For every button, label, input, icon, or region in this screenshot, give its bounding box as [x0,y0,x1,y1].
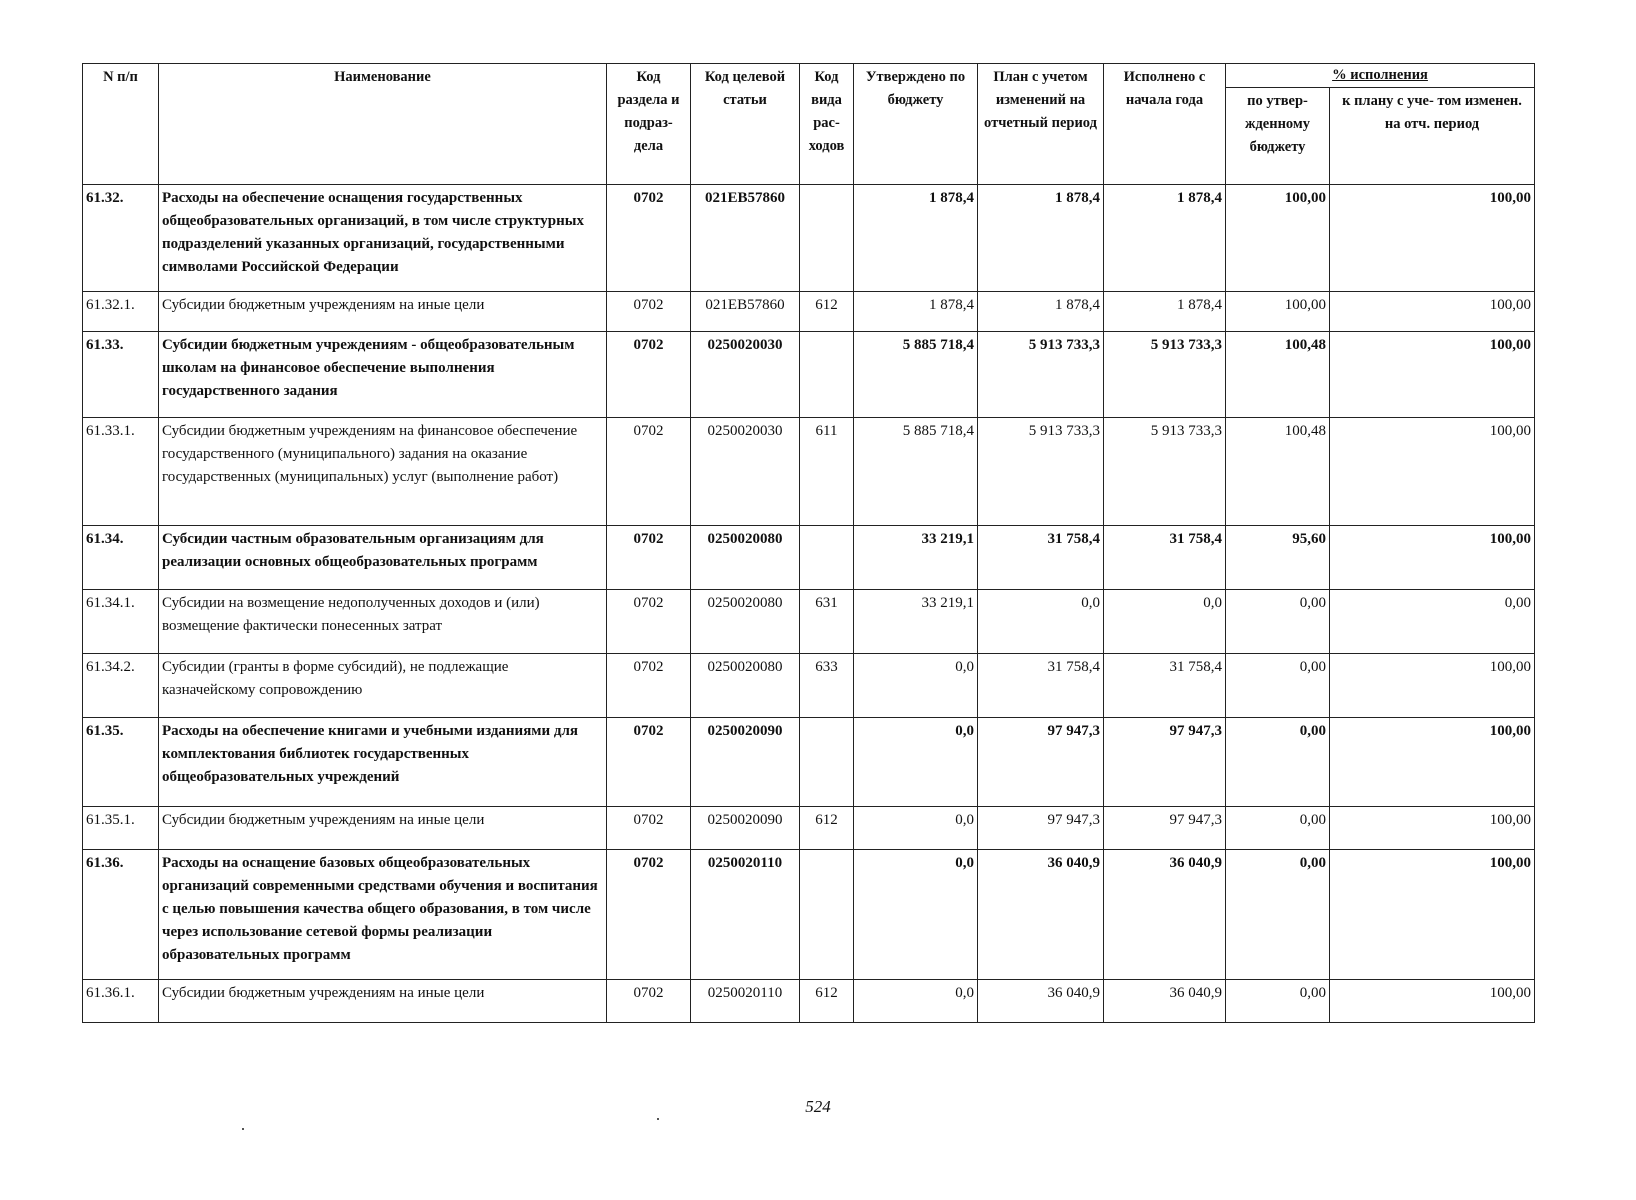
row-section-code: 0702 [607,718,691,807]
row-plan: 31 758,4 [978,654,1104,718]
row-executed: 31 758,4 [1104,654,1226,718]
row-number: 61.34.1. [83,590,159,654]
table-row [83,185,1535,292]
row-approved: 0,0 [854,718,978,807]
row-plan: 36 040,9 [978,850,1104,980]
row-plan: 97 947,3 [978,718,1104,807]
table-row [83,526,1535,590]
row-pct-plan: 100,00 [1330,292,1535,332]
row-pct-approved: 0,00 [1226,654,1330,718]
row-approved: 5 885 718,4 [854,332,978,418]
table-row [83,654,1535,718]
row-executed: 31 758,4 [1104,526,1226,590]
row-pct-approved: 0,00 [1226,980,1330,1023]
row-pct-approved: 100,00 [1226,185,1330,292]
row-executed: 1 878,4 [1104,292,1226,332]
row-expense-type-code: 631 [800,590,854,654]
row-executed: 36 040,9 [1104,850,1226,980]
row-expense-type-code [800,718,854,807]
row-expense-type-code: 633 [800,654,854,718]
table-row [83,590,1535,654]
row-pct-approved: 0,00 [1226,718,1330,807]
row-section-code: 0702 [607,807,691,850]
row-section-code: 0702 [607,980,691,1023]
row-section-code: 0702 [607,526,691,590]
row-section-code: 0702 [607,292,691,332]
table-row [83,418,1535,526]
row-plan: 1 878,4 [978,185,1104,292]
table-body [83,185,1535,1023]
row-target-code: 021EB57860 [691,185,800,292]
row-pct-plan: 100,00 [1330,185,1535,292]
table-row [83,292,1535,332]
row-name: Расходы на обеспечение оснащения государственных общеобразовательных организаций, в том числе структурных подразделений указанных организаций, государственными символами Российской Федерации [159,185,607,292]
header-name: Наименование [159,64,607,185]
row-pct-plan: 100,00 [1330,718,1535,807]
row-approved: 1 878,4 [854,292,978,332]
row-section-code: 0702 [607,185,691,292]
row-section-code: 0702 [607,654,691,718]
row-name: Субсидии на возмещение недополученных доходов и (или) возмещение фактически понесенных затрат [159,590,607,654]
row-name: Субсидии бюджетным учреждениям на иные цели [159,292,607,332]
row-pct-approved: 95,60 [1226,526,1330,590]
budget-sheet [82,63,1534,1023]
row-expense-type-code [800,185,854,292]
row-expense-type-code: 612 [800,292,854,332]
row-target-code: 0250020090 [691,718,800,807]
row-approved: 0,0 [854,980,978,1023]
row-name: Субсидии бюджетным учреждениям на финансовое обеспечение государственного (муниципального) задания на оказание государственных (муниципальных) услуг (выполнение работ) [159,418,607,526]
row-plan: 1 878,4 [978,292,1104,332]
row-pct-plan: 100,00 [1330,526,1535,590]
row-pct-approved: 0,00 [1226,850,1330,980]
row-expense-type-code: 611 [800,418,854,526]
table-header [83,64,1535,185]
row-plan: 5 913 733,3 [978,418,1104,526]
row-target-code: 0250020080 [691,526,800,590]
row-number: 61.33.1. [83,418,159,526]
page-number: 524 [805,1097,831,1116]
row-approved: 0,0 [854,654,978,718]
row-pct-plan: 0,00 [1330,590,1535,654]
row-expense-type-code: 612 [800,807,854,850]
row-name: Расходы на обеспечение книгами и учебными изданиями для комплектования библиотек государственных общеобразовательных учреждений [159,718,607,807]
row-number: 61.34.2. [83,654,159,718]
row-executed: 97 947,3 [1104,718,1226,807]
row-executed: 36 040,9 [1104,980,1226,1023]
row-name: Субсидии (гранты в форме субсидий), не подлежащие казначейскому сопровождению [159,654,607,718]
row-name: Субсидии бюджетным учреждениям - общеобразовательным школам на финансовое обеспечение выполнения государственного задания [159,332,607,418]
row-number: 61.36. [83,850,159,980]
row-pct-plan: 100,00 [1330,807,1535,850]
header-executed: Исполнено с начала года [1104,64,1226,185]
header-pct-group: % исполнения [1226,64,1535,88]
row-pct-approved: 100,48 [1226,418,1330,526]
row-pct-approved: 0,00 [1226,590,1330,654]
header-pct-approved: по утвер- жденному бюджету [1226,88,1330,185]
budget-table [82,63,1535,1023]
header-expense-type-code: Код вида рас- ходов [800,64,854,185]
row-executed: 97 947,3 [1104,807,1226,850]
header-section-code: Код раздела и подраз- дела [607,64,691,185]
row-target-code: 0250020080 [691,654,800,718]
row-expense-type-code: 612 [800,980,854,1023]
row-target-code: 0250020110 [691,850,800,980]
row-pct-plan: 100,00 [1330,418,1535,526]
row-number: 61.36.1. [83,980,159,1023]
table-row [83,980,1535,1023]
row-executed: 0,0 [1104,590,1226,654]
row-number: 61.34. [83,526,159,590]
row-number: 61.33. [83,332,159,418]
row-target-code: 0250020110 [691,980,800,1023]
row-approved: 1 878,4 [854,185,978,292]
row-target-code: 0250020090 [691,807,800,850]
table-row [83,718,1535,807]
header-target-code: Код целевой статьи [691,64,800,185]
row-plan: 31 758,4 [978,526,1104,590]
header-approved: Утверждено по бюджету [854,64,978,185]
row-pct-approved: 100,48 [1226,332,1330,418]
row-section-code: 0702 [607,590,691,654]
row-plan: 0,0 [978,590,1104,654]
row-pct-approved: 0,00 [1226,807,1330,850]
row-name: Субсидии бюджетным учреждениям на иные цели [159,807,607,850]
table-row [83,807,1535,850]
row-section-code: 0702 [607,332,691,418]
row-pct-plan: 100,00 [1330,654,1535,718]
row-plan: 36 040,9 [978,980,1104,1023]
row-pct-plan: 100,00 [1330,980,1535,1023]
row-pct-approved: 100,00 [1226,292,1330,332]
row-plan: 97 947,3 [978,807,1104,850]
row-number: 61.35.1. [83,807,159,850]
row-expense-type-code [800,332,854,418]
row-number: 61.35. [83,718,159,807]
row-pct-plan: 100,00 [1330,332,1535,418]
row-approved: 33 219,1 [854,590,978,654]
row-section-code: 0702 [607,850,691,980]
table-row [83,850,1535,980]
row-approved: 5 885 718,4 [854,418,978,526]
row-name: Субсидии частным образовательным организациям для реализации основных общеобразовательных программ [159,526,607,590]
header-plan: План с учетом изменений на отчетный период [978,64,1104,185]
row-target-code: 0250020030 [691,332,800,418]
scan-speck [242,1128,244,1130]
row-section-code: 0702 [607,418,691,526]
row-approved: 0,0 [854,850,978,980]
row-number: 61.32. [83,185,159,292]
row-executed: 5 913 733,3 [1104,332,1226,418]
row-expense-type-code [800,526,854,590]
header-num: N п/п [83,64,159,185]
row-target-code: 0250020080 [691,590,800,654]
row-target-code: 021EB57860 [691,292,800,332]
row-plan: 5 913 733,3 [978,332,1104,418]
row-approved: 33 219,1 [854,526,978,590]
row-expense-type-code [800,850,854,980]
row-executed: 1 878,4 [1104,185,1226,292]
row-approved: 0,0 [854,807,978,850]
row-target-code: 0250020030 [691,418,800,526]
header-pct-plan: к плану с уче- том изменен. на отч. период [1330,88,1535,185]
row-number: 61.32.1. [83,292,159,332]
scan-speck [657,1118,659,1120]
row-name: Субсидии бюджетным учреждениям на иные цели [159,980,607,1023]
row-name: Расходы на оснащение базовых общеобразовательных организаций современными средствами обучения и воспитания с целью повышения качества общего образования, в том числе через использование сетевой формы реализации образовательных программ [159,850,607,980]
table-row [83,332,1535,418]
row-executed: 5 913 733,3 [1104,418,1226,526]
row-pct-plan: 100,00 [1330,850,1535,980]
